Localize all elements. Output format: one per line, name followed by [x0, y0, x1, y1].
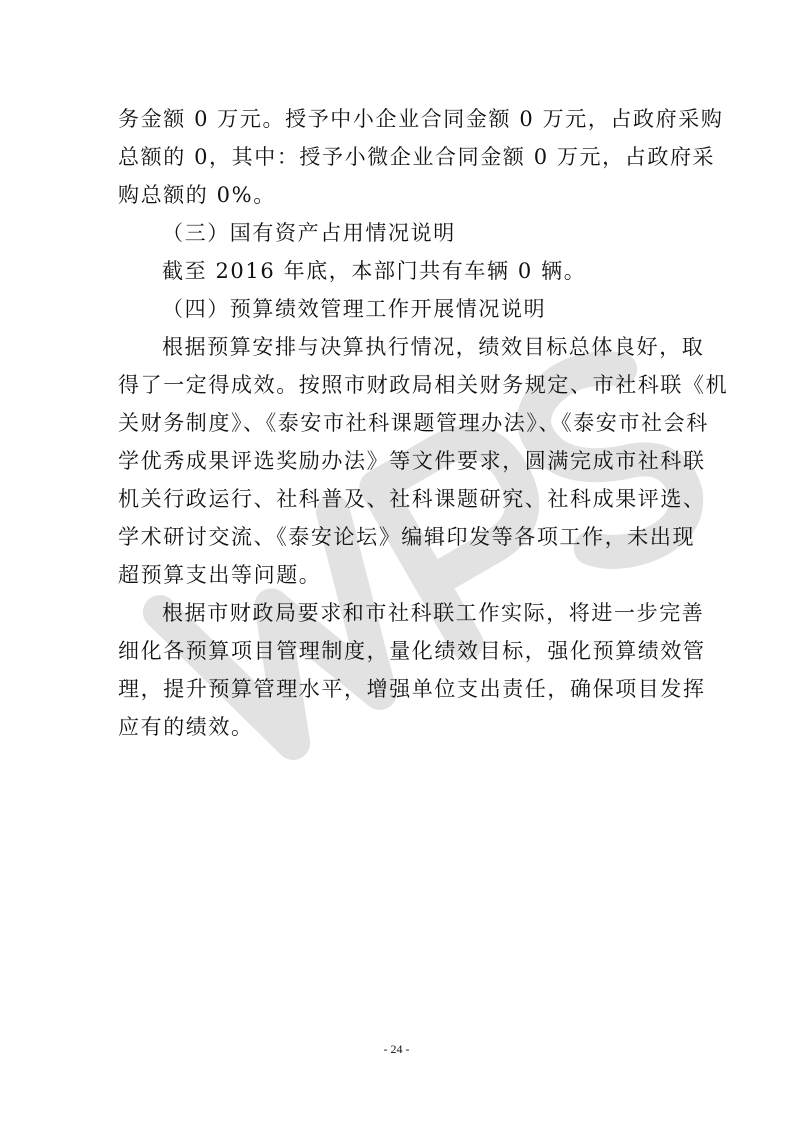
- text-line: 机关行政运行、社科普及、社科课题研究、社科成果评选、: [118, 487, 706, 511]
- text-line: 根据市财政局要求和市社科联工作实际，将进一步完善: [162, 601, 705, 625]
- text-line: 根据预算安排与决算执行情况，绩效目标总体良好，取: [162, 335, 705, 359]
- section-heading-performance: （四）预算绩效管理工作开展情况说明: [162, 297, 547, 321]
- section-heading-assets: （三）国有资产占用情况说明: [162, 221, 456, 245]
- text-line: 总额的 0，其中：授予小微企业合同金额 0 万元，占政府采: [118, 145, 716, 169]
- text-line: 务金额 0 万元。授予中小企业合同金额 0 万元，占政府采购: [118, 107, 724, 131]
- text-line: 截至 2016 年底，本部门共有车辆 0 辆。: [162, 259, 587, 283]
- text-line: 理，提升预算管理水平，增强单位支出责任，确保项目发挥: [118, 677, 706, 701]
- document-body: [118, 100, 729, 746]
- page-number: - 24 -: [383, 1042, 410, 1056]
- text-line: 细化各预算项目管理制度，量化绩效目标，强化预算绩效管: [118, 639, 706, 663]
- text-line: 购总额的 0%。: [118, 183, 276, 207]
- text-line: 关财务制度》、《泰安市社科课题管理办法》、《泰安市社会科: [118, 411, 709, 435]
- text-line: 超预算支出等问题。: [118, 563, 322, 587]
- text-line: 学术研讨交流、《泰安论坛》编辑印发等各项工作，未出现: [118, 525, 696, 549]
- text-line: 应有的绩效。: [118, 715, 254, 739]
- text-line: 学优秀成果评选奖励办法》等文件要求，圆满完成市社科联: [118, 449, 706, 473]
- text-line: 得了一定得成效。按照市财政局相关财务规定、市社科联《机: [118, 373, 729, 397]
